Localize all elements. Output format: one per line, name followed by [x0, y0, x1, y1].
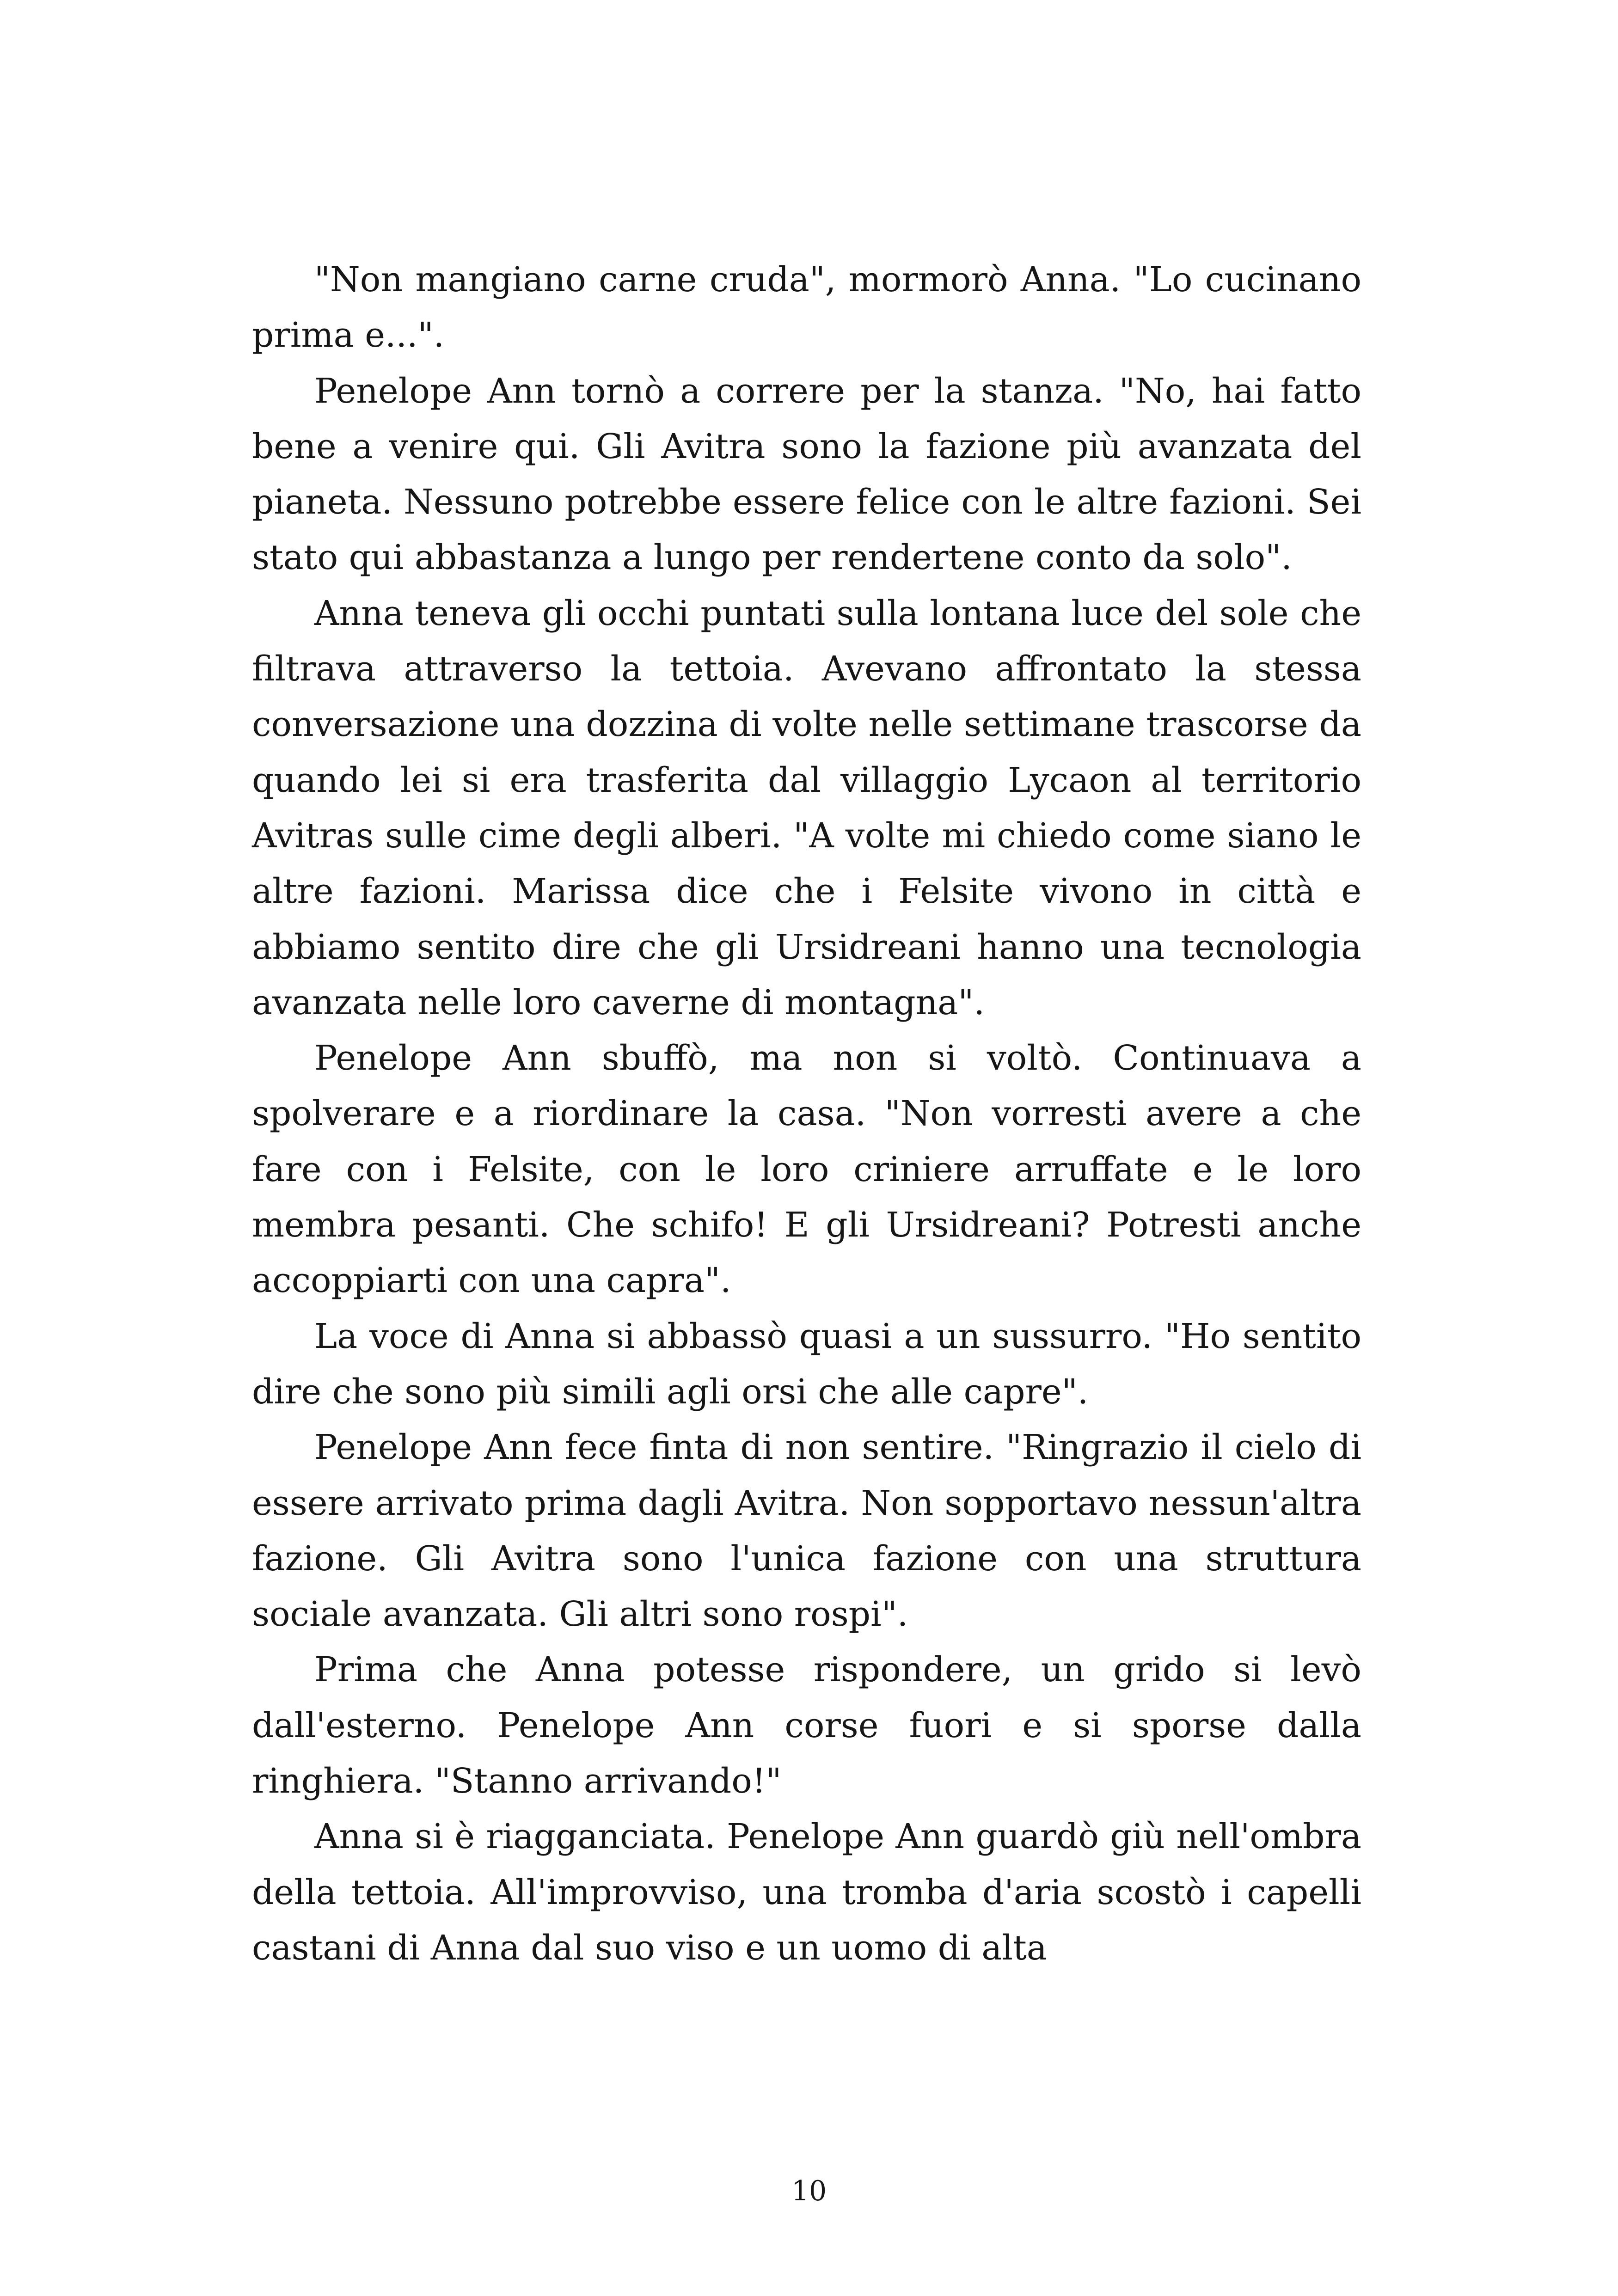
- page-number: 10: [791, 2175, 827, 2207]
- paragraph: Anna teneva gli occhi puntati sulla lontana luce del sole che filtrava attraverso la tettoia. Avevano affrontato la stessa conversazione una dozzina di volte nelle settimane trascorse da quando lei si era trasferita dal villaggio Lycaon al territorio Avitras sulle cime degli alberi. "A volte mi chiedo come siano le altre fazioni. Marissa dice che i Felsite vivono in città e abbiamo sentito dire che gli Ursidreani hanno una tecnologia avanzata nelle loro caverne di montagna".: [252, 593, 1361, 1022]
- paragraph: "Non mangiano carne cruda", mormorò Anna. "Lo cucinano prima e...".: [252, 260, 1361, 355]
- paragraph: Prima che Anna potesse rispondere, un grido si levò dall'esterno. Penelope Ann corse fuori e si sporse dalla ringhiera. "Stanno arrivando!": [252, 1650, 1361, 1801]
- paragraph: Penelope Ann tornò a correre per la stanza. "No, hai fatto bene a venire qui. Gli Avitra sono la fazione più avanzata del pianeta. Nessuno potrebbe essere felice con le altre fazioni. Sei stato qui abbastanza a lungo per rendertene conto da solo".: [252, 371, 1361, 578]
- paragraph: Penelope Ann fece finta di non sentire. "Ringrazio il cielo di essere arrivato prima dagli Avitra. Non sopportavo nessun'altra fazione. Gli Avitra sono l'unica fazione con una struttura sociale avanzata. Gli altri sono rospi".: [252, 1427, 1361, 1635]
- paragraph: Penelope Ann sbuffò, ma non si voltò. Continuava a spolverare e a riordinare la casa. "Non vorresti avere a che fare con i Felsite, con le loro criniere arruffate e le loro membra pesanti. Che schifo! E gli Ursidreani? Potresti anche accoppiarti con una capra".: [252, 1038, 1361, 1301]
- paragraph: Anna si è riagganciata. Penelope Ann guardò giù nell'ombra della tettoia. All'improvviso, una tromba d'aria scostò i capelli castani di Anna dal suo viso e un uomo di alta: [252, 1817, 1361, 1968]
- body-text: [252, 252, 1361, 1976]
- paragraph: La voce di Anna si abbassò quasi a un sussurro. "Ho sentito dire che sono più simili agli orsi che alle capre".: [252, 1316, 1361, 1412]
